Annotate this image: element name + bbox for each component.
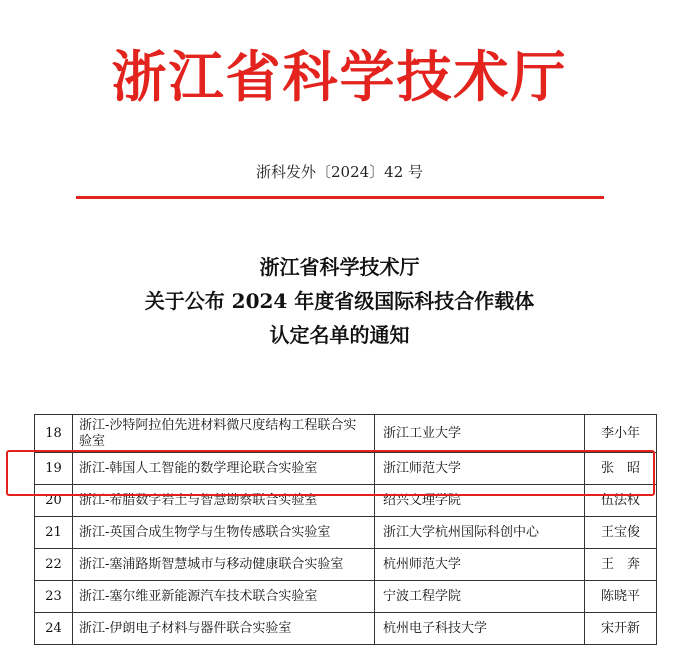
institution-cell: 浙江工业大学: [375, 415, 585, 453]
notice-title-line-3: 认定名单的通知: [269, 323, 410, 347]
leader-cell: 李小年: [585, 415, 657, 453]
lab-name-cell: 浙江-塞尔维亚新能源汽车技术联合实验室: [73, 581, 375, 613]
leader-cell: 伍法权: [585, 485, 657, 517]
row-index-cell: 21: [35, 517, 73, 549]
notice-title-line-1: 浙江省科学技术厅: [259, 255, 420, 279]
institution-cell: 浙江大学杭州国际科创中心: [375, 517, 585, 549]
table-row: [35, 581, 657, 613]
leader-cell: 张 昭: [585, 453, 657, 485]
institution-cell: 宁波工程学院: [375, 581, 585, 613]
institution-cell: 浙江师范大学: [375, 453, 585, 485]
red-divider-line: [76, 196, 604, 199]
row-index-cell: 20: [35, 485, 73, 517]
leader-cell: 王 奔: [585, 549, 657, 581]
table-body: [35, 415, 657, 645]
notice-title: [0, 250, 679, 352]
lab-name-cell: 浙江-英国合成生物学与生物传感联合实验室: [73, 517, 375, 549]
table-row: [35, 415, 657, 453]
institution-cell: 杭州师范大学: [375, 549, 585, 581]
institution-cell: 杭州电子科技大学: [375, 613, 585, 645]
lab-name-cell: 浙江-塞浦路斯智慧城市与移动健康联合实验室: [73, 549, 375, 581]
lab-name-cell: 浙江-希腊数字岩土与智慧勘察联合实验室: [73, 485, 375, 517]
lab-name-cell: 浙江-韩国人工智能的数学理论联合实验室: [73, 453, 375, 485]
notice-title-line-2: 关于公布 2024 年度省级国际科技合作载体: [144, 289, 535, 313]
lab-name-cell: 浙江-沙特阿拉伯先进材料微尺度结构工程联合实验室: [73, 415, 375, 453]
row-index-cell: 22: [35, 549, 73, 581]
document-number: 浙科发外〔2024〕42 号: [255, 163, 424, 181]
table-row: [35, 549, 657, 581]
institution-cell: 绍兴文理学院: [375, 485, 585, 517]
row-index-cell: 19: [35, 453, 73, 485]
row-index-cell: 18: [35, 415, 73, 453]
carrier-list-table: [34, 414, 657, 645]
leader-cell: 王宝俊: [585, 517, 657, 549]
row-index-cell: 23: [35, 581, 73, 613]
highlight-box: [6, 450, 655, 496]
masthead-title: 浙江省科学技术厅: [111, 44, 568, 109]
row-index-cell: 24: [35, 613, 73, 645]
table-row: [35, 517, 657, 549]
lab-name-cell: 浙江-伊朗电子材料与器件联合实验室: [73, 613, 375, 645]
leader-cell: 陈晓平: [585, 581, 657, 613]
table-row: [35, 613, 657, 645]
leader-cell: 宋开新: [585, 613, 657, 645]
